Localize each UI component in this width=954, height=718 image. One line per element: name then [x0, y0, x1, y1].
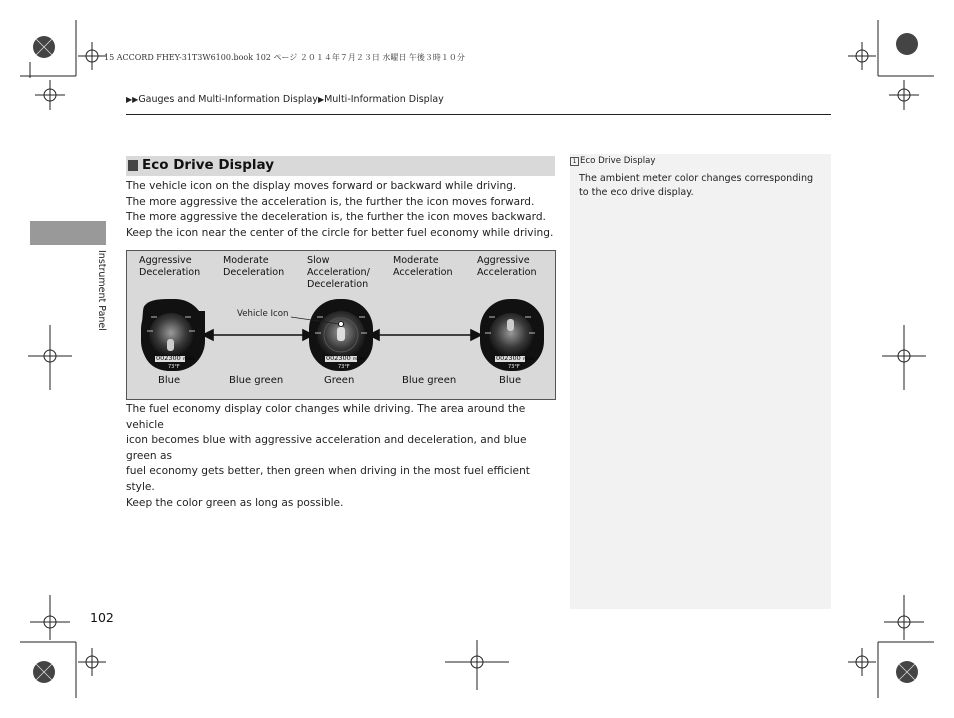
breadcrumb-separator: ▶	[317, 95, 325, 104]
color-label: Blue	[158, 375, 181, 386]
vehicle-icon-label: Vehicle Icon	[237, 309, 289, 319]
sidebar-note	[570, 154, 831, 609]
color-label: Blue green	[229, 375, 284, 386]
print-header: 15 ACCORD FHEY-31T3W6100.book 102 ページ ２０１４年７月２３日 水曜日 午後３時１０分	[104, 53, 465, 62]
note-title: 1 Eco Drive Display	[570, 156, 655, 166]
gauge-readout: 002300 miles 73°F	[326, 354, 365, 370]
color-label: Blue	[499, 375, 522, 386]
intro-line: The vehicle icon on the display moves forward or backward while driving.	[126, 180, 517, 192]
column-label: Aggressive Deceleration	[139, 255, 201, 278]
outro-line: icon becomes blue with aggressive acceleration and deceleration, and blue green as	[126, 434, 527, 462]
section-title: Eco Drive Display	[142, 157, 275, 173]
header-rule	[126, 114, 831, 115]
breadcrumb-arrows: ▶▶	[126, 95, 139, 104]
intro-line: Keep the icon near the center of the circle for better fuel economy while driving.	[126, 226, 554, 239]
chapter-tab[interactable]	[30, 221, 106, 245]
color-label: Blue green	[402, 375, 457, 386]
chapter-tab-label: Instrument Panel	[96, 250, 107, 331]
color-label: Green	[324, 375, 355, 386]
intro-line: The more aggressive the acceleration is, the further the icon moves forward.	[126, 195, 535, 208]
gauge-readout: 002300 miles 73°F	[156, 354, 195, 370]
intro-line: The more aggressive the deceleration is, the further the icon moves backward.	[126, 211, 546, 224]
outro-line: fuel economy gets better, then green when driving in the most fuel efficient style.	[126, 465, 530, 493]
breadcrumb	[126, 94, 444, 105]
intro-paragraph	[126, 179, 558, 241]
outro-line: Keep the color green as long as possible.	[126, 496, 344, 509]
column-label: Moderate Acceleration	[393, 255, 453, 278]
column-label: Slow Acceleration/ Deceleration	[307, 255, 370, 290]
note-number-icon: 1	[570, 157, 579, 166]
eco-drive-diagram	[126, 250, 556, 400]
gauge-readout: 002300 miles 73°F	[496, 354, 535, 370]
page-number: 102	[90, 610, 114, 625]
breadcrumb-current: Multi-Information Display	[324, 94, 444, 105]
outro-line: The fuel economy display color changes while driving. The area around the vehicle	[126, 403, 526, 431]
column-label: Moderate Deceleration	[223, 255, 285, 278]
column-label: Aggressive Acceleration	[477, 255, 537, 278]
breadcrumb-link-gauges[interactable]: Gauges and Multi-Information Display	[138, 94, 318, 105]
section-heading	[126, 156, 555, 176]
section-square-icon	[128, 160, 138, 171]
note-text: The ambient meter color changes corresponding to the eco drive display.	[579, 173, 814, 198]
outro-paragraph	[126, 402, 558, 511]
